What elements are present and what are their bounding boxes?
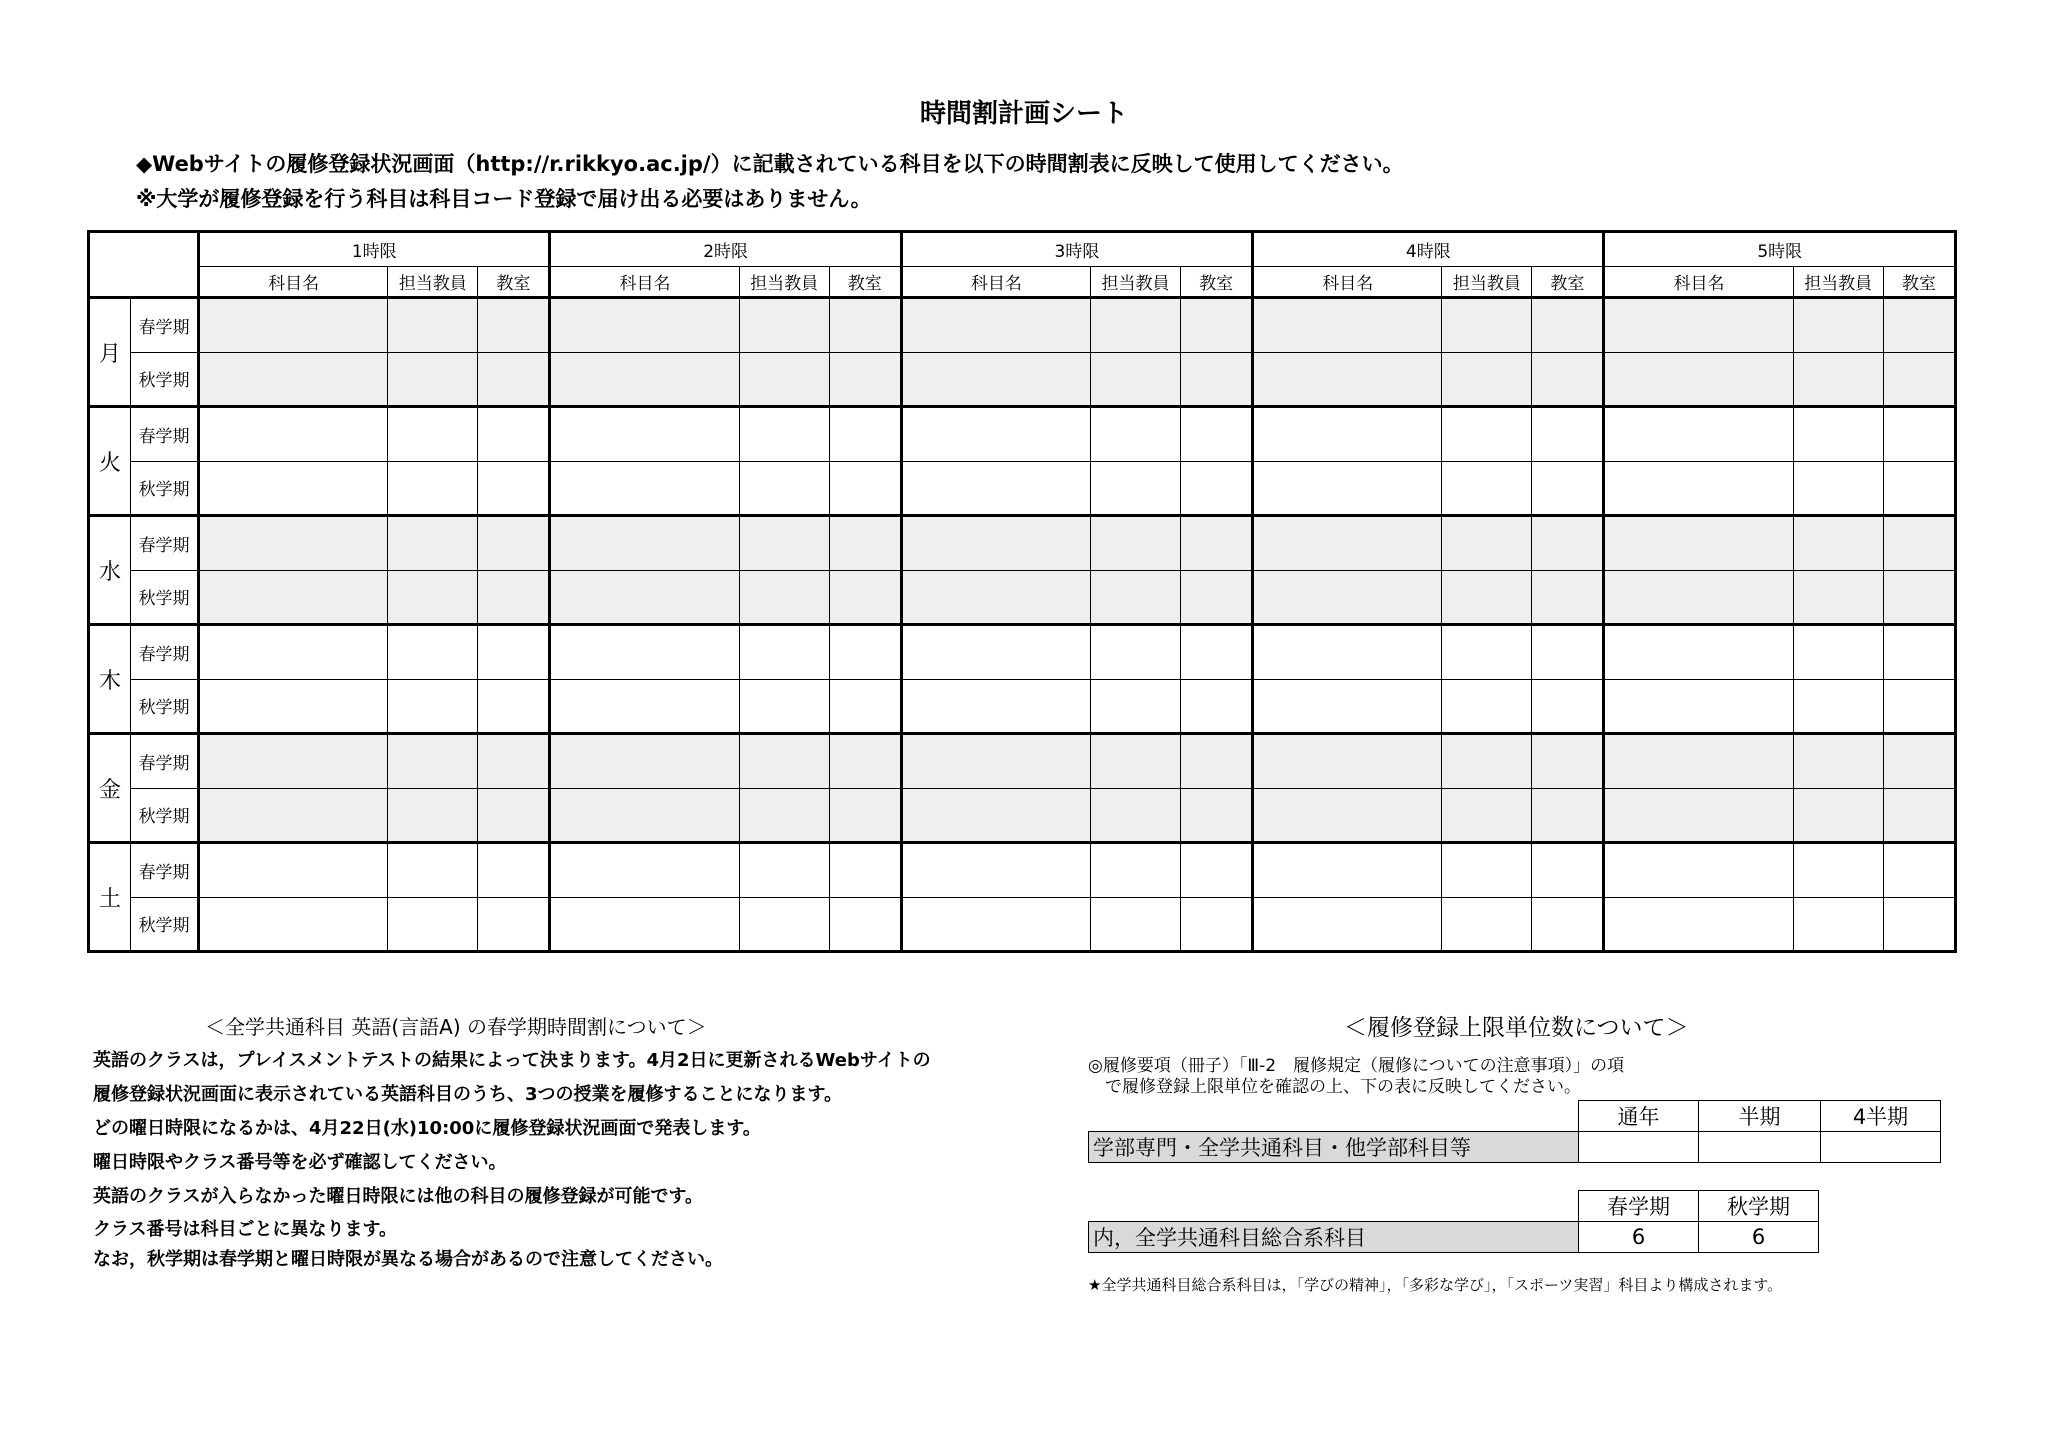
column-subheader: 科目名 [1253, 267, 1442, 298]
timetable-slot[interactable] [829, 897, 901, 952]
timetable-slot[interactable] [1604, 788, 1793, 843]
timetable-slot[interactable] [901, 679, 1090, 734]
timetable-slot[interactable] [1253, 734, 1442, 789]
english-note-line: なお，秋学期は春学期と曜日時限が異なる場合があるので注意してください。 [93, 1249, 723, 1270]
timetable-slot[interactable] [1253, 897, 1442, 952]
timetable-slot[interactable] [550, 625, 739, 680]
timetable-slot[interactable] [550, 570, 739, 625]
column-subheader: 教室 [1532, 267, 1604, 298]
timetable-slot[interactable] [739, 843, 829, 898]
timetable-slot[interactable] [829, 788, 901, 843]
credit-limit-table [1088, 1100, 1941, 1163]
timetable-slot[interactable] [1181, 352, 1253, 407]
timetable-slot[interactable] [1181, 788, 1253, 843]
timetable-slot[interactable] [901, 407, 1090, 462]
timetable-slot[interactable] [1883, 734, 1955, 789]
timetable-slot[interactable] [829, 407, 901, 462]
column-subheader: 担当教員 [739, 267, 829, 298]
column-header: 春学期 [1579, 1191, 1699, 1222]
timetable-slot[interactable] [1181, 298, 1253, 353]
timetable-slot[interactable] [1793, 407, 1883, 462]
period-header: 3時限 [901, 232, 1252, 267]
timetable-slot[interactable] [901, 298, 1090, 353]
credit-input-cell[interactable] [1699, 1132, 1821, 1163]
credit-input-cell[interactable] [1579, 1132, 1699, 1163]
timetable [87, 230, 1957, 953]
timetable-slot[interactable] [199, 897, 388, 952]
timetable-slot[interactable] [1604, 298, 1793, 353]
timetable-slot[interactable] [1090, 298, 1180, 353]
english-section-title: ＜全学共通科目 英語(言語A) の春学期時間割について＞ [205, 1015, 707, 1039]
timetable-slot[interactable] [478, 625, 550, 680]
day-label: 月 [89, 298, 131, 407]
timetable-slot[interactable] [199, 298, 388, 353]
timetable-slot[interactable] [550, 298, 739, 353]
timetable-slot[interactable] [1253, 298, 1442, 353]
timetable-slot[interactable] [1883, 461, 1955, 516]
timetable-slot[interactable] [1604, 897, 1793, 952]
timetable-slot[interactable] [1090, 897, 1180, 952]
timetable-slot[interactable] [1604, 734, 1793, 789]
page-title: 時間割計画シート [919, 99, 1128, 129]
timetable-slot[interactable] [1442, 352, 1532, 407]
timetable-slot[interactable] [199, 516, 388, 571]
blank-cell [1089, 1191, 1579, 1222]
timetable-slot[interactable] [1090, 570, 1180, 625]
corner-cell [89, 232, 199, 298]
timetable-slot[interactable] [1532, 734, 1604, 789]
timetable-slot[interactable] [1532, 897, 1604, 952]
timetable-slot[interactable] [1442, 788, 1532, 843]
timetable-slot[interactable] [1604, 461, 1793, 516]
timetable-slot[interactable] [478, 516, 550, 571]
timetable-slot[interactable] [1604, 516, 1793, 571]
timetable-slot[interactable] [1793, 843, 1883, 898]
timetable-slot[interactable] [388, 625, 478, 680]
timetable-slot[interactable] [1883, 897, 1955, 952]
timetable-slot[interactable] [1181, 625, 1253, 680]
timetable-slot[interactable] [829, 679, 901, 734]
limit-section-title: ＜履修登録上限単位数について＞ [1344, 1015, 1689, 1041]
timetable-slot[interactable] [199, 625, 388, 680]
timetable-slot[interactable] [1442, 679, 1532, 734]
period-header: 5時限 [1604, 232, 1956, 267]
timetable-slot[interactable] [1253, 461, 1442, 516]
timetable-slot[interactable] [1181, 897, 1253, 952]
term-label: 秋学期 [131, 461, 199, 516]
timetable-slot[interactable] [1883, 679, 1955, 734]
column-header: 秋学期 [1699, 1191, 1819, 1222]
timetable-slot[interactable] [1442, 843, 1532, 898]
timetable-slot[interactable] [478, 461, 550, 516]
timetable-slot[interactable] [1442, 570, 1532, 625]
timetable-slot[interactable] [901, 625, 1090, 680]
timetable-slot[interactable] [1532, 407, 1604, 462]
timetable-slot[interactable] [1090, 352, 1180, 407]
timetable-slot[interactable] [199, 352, 388, 407]
timetable-slot[interactable] [739, 788, 829, 843]
column-subheader: 教室 [829, 267, 901, 298]
timetable-slot[interactable] [1793, 516, 1883, 571]
timetable-slot[interactable] [388, 734, 478, 789]
timetable-slot[interactable] [739, 679, 829, 734]
term-label: 春学期 [131, 516, 199, 571]
day-label: 金 [89, 734, 131, 843]
english-note-line: 曜日時限やクラス番号等を必ず確認してください。 [93, 1152, 507, 1173]
timetable-slot[interactable] [829, 843, 901, 898]
timetable-slot[interactable] [1253, 352, 1442, 407]
timetable-slot[interactable] [1883, 570, 1955, 625]
timetable-slot[interactable] [550, 352, 739, 407]
day-label: 火 [89, 407, 131, 516]
timetable-slot[interactable] [739, 461, 829, 516]
timetable-slot[interactable] [739, 625, 829, 680]
timetable-slot[interactable] [1090, 625, 1180, 680]
column-header: 通年 [1579, 1101, 1699, 1132]
timetable-slot[interactable] [1604, 352, 1793, 407]
timetable-slot[interactable] [1604, 843, 1793, 898]
timetable-slot[interactable] [550, 897, 739, 952]
english-note-line: クラス番号は科目ごとに異なります。 [93, 1219, 398, 1240]
column-subheader: 科目名 [550, 267, 739, 298]
timetable-slot[interactable] [1442, 734, 1532, 789]
timetable-slot[interactable] [1253, 407, 1442, 462]
timetable-slot[interactable] [1532, 461, 1604, 516]
timetable-slot[interactable] [1793, 625, 1883, 680]
timetable-slot[interactable] [1532, 298, 1604, 353]
timetable-slot[interactable] [739, 897, 829, 952]
timetable-slot[interactable] [1883, 788, 1955, 843]
timetable-slot[interactable] [1883, 298, 1955, 353]
timetable-slot[interactable] [1090, 679, 1180, 734]
timetable-slot[interactable] [1090, 843, 1180, 898]
timetable-slot[interactable] [829, 298, 901, 353]
timetable-slot[interactable] [739, 352, 829, 407]
timetable-slot[interactable] [739, 570, 829, 625]
timetable-slot[interactable] [1253, 516, 1442, 571]
term-label: 春学期 [131, 298, 199, 353]
timetable-slot[interactable] [829, 570, 901, 625]
timetable-slot[interactable] [478, 570, 550, 625]
timetable-slot[interactable] [199, 407, 388, 462]
timetable-slot[interactable] [1253, 788, 1442, 843]
timetable-slot[interactable] [901, 461, 1090, 516]
timetable-slot[interactable] [1253, 679, 1442, 734]
column-subheader: 科目名 [901, 267, 1090, 298]
timetable-slot[interactable] [199, 461, 388, 516]
day-label: 木 [89, 625, 131, 734]
timetable-slot[interactable] [1793, 734, 1883, 789]
timetable-slot[interactable] [550, 843, 739, 898]
timetable-slot[interactable] [829, 734, 901, 789]
term-label: 春学期 [131, 625, 199, 680]
timetable-slot[interactable] [739, 734, 829, 789]
timetable-slot[interactable] [478, 897, 550, 952]
column-header: 4半期 [1821, 1101, 1941, 1132]
column-subheader: 教室 [1181, 267, 1253, 298]
timetable-slot[interactable] [901, 788, 1090, 843]
timetable-slot[interactable] [1883, 843, 1955, 898]
timetable-slot[interactable] [1604, 679, 1793, 734]
timetable-slot[interactable] [1442, 516, 1532, 571]
timetable-slot[interactable] [1532, 625, 1604, 680]
timetable-slot[interactable] [1442, 461, 1532, 516]
column-subheader: 担当教員 [1793, 267, 1883, 298]
timetable-slot[interactable] [1442, 897, 1532, 952]
timetable-slot[interactable] [1883, 407, 1955, 462]
timetable-slot[interactable] [550, 407, 739, 462]
timetable-slot[interactable] [1181, 734, 1253, 789]
timetable-slot[interactable] [1793, 679, 1883, 734]
timetable-slot[interactable] [1604, 407, 1793, 462]
timetable-slot[interactable] [1532, 516, 1604, 571]
timetable-slot[interactable] [1253, 843, 1442, 898]
limit-note-line: で履修登録上限単位を確認の上、下の表に反映してください。 [1088, 1077, 1581, 1097]
timetable-slot[interactable] [829, 461, 901, 516]
timetable-slot[interactable] [901, 734, 1090, 789]
column-subheader: 教室 [478, 267, 550, 298]
timetable-slot[interactable] [1181, 843, 1253, 898]
timetable-slot[interactable] [1253, 570, 1442, 625]
timetable-slot[interactable] [829, 516, 901, 571]
timetable-slot[interactable] [1442, 407, 1532, 462]
timetable-slot[interactable] [1181, 461, 1253, 516]
row-label: 学部専門・全学共通科目・他学部科目等 [1089, 1132, 1579, 1163]
timetable-slot[interactable] [901, 352, 1090, 407]
period-header: 1時限 [199, 232, 550, 267]
timetable-slot[interactable] [388, 407, 478, 462]
limit-note-line: ◎履修要項（冊子）「Ⅲ-2 履修規定（履修についての注意事項）」の項 [1088, 1056, 1625, 1076]
timetable-slot[interactable] [1793, 788, 1883, 843]
timetable-slot[interactable] [199, 570, 388, 625]
term-label: 秋学期 [131, 570, 199, 625]
timetable-slot[interactable] [829, 352, 901, 407]
english-note-line: 英語のクラスが入らなかった曜日時限には他の科目の履修登録が可能です。 [93, 1186, 704, 1207]
column-subheader: 科目名 [199, 267, 388, 298]
column-subheader: 担当教員 [1090, 267, 1180, 298]
day-label: 水 [89, 516, 131, 625]
timetable-slot[interactable] [388, 788, 478, 843]
timetable-slot[interactable] [388, 516, 478, 571]
timetable-slot[interactable] [478, 407, 550, 462]
timetable-slot[interactable] [901, 843, 1090, 898]
timetable-slot[interactable] [478, 298, 550, 353]
timetable-slot[interactable] [1090, 516, 1180, 571]
timetable-slot[interactable] [1883, 516, 1955, 571]
instruction-note: ※大学が履修登録を行う科目は科目コード登録で届け出る必要はありません。 [136, 187, 872, 211]
timetable-slot[interactable] [1090, 407, 1180, 462]
timetable-slot[interactable] [1532, 570, 1604, 625]
timetable-slot[interactable] [1181, 407, 1253, 462]
timetable-slot[interactable] [1532, 352, 1604, 407]
timetable-slot[interactable] [739, 516, 829, 571]
timetable-slot[interactable] [1883, 625, 1955, 680]
period-header: 4時限 [1253, 232, 1604, 267]
footnote: ★全学共通科目総合系科目は，「学びの精神」，「多彩な学び」，「スポーツ実習」科目より構成されます。 [1088, 1276, 1783, 1294]
timetable-slot[interactable] [550, 516, 739, 571]
timetable-slot[interactable] [478, 788, 550, 843]
instruction-note: ◆Webサイトの履修登録状況画面（http://r.rikkyo.ac.jp/）に記載されている科目を以下の時間割表に反映して使用してください。 [136, 152, 1404, 176]
term-label: 秋学期 [131, 679, 199, 734]
timetable-slot[interactable] [388, 679, 478, 734]
timetable-slot[interactable] [478, 843, 550, 898]
credit-value-cell: 6 [1699, 1222, 1819, 1253]
timetable-slot[interactable] [1181, 570, 1253, 625]
timetable-slot[interactable] [478, 679, 550, 734]
timetable-slot[interactable] [1793, 352, 1883, 407]
timetable-slot[interactable] [199, 843, 388, 898]
timetable-slot[interactable] [739, 407, 829, 462]
term-label: 秋学期 [131, 788, 199, 843]
timetable-slot[interactable] [1442, 625, 1532, 680]
timetable-slot[interactable] [1090, 734, 1180, 789]
credit-value-cell: 6 [1579, 1222, 1699, 1253]
english-note-line: どの曜日時限になるかは、4月22日(水)10:00に履修登録状況画面で発表します。 [93, 1118, 761, 1139]
term-label: 春学期 [131, 407, 199, 462]
timetable-slot[interactable] [1793, 461, 1883, 516]
timetable-slot[interactable] [388, 843, 478, 898]
timetable-slot[interactable] [550, 461, 739, 516]
timetable-slot[interactable] [1532, 843, 1604, 898]
term-label: 春学期 [131, 843, 199, 898]
timetable-slot[interactable] [1604, 625, 1793, 680]
column-subheader: 担当教員 [1442, 267, 1532, 298]
timetable-slot[interactable] [478, 352, 550, 407]
column-header: 半期 [1699, 1101, 1821, 1132]
timetable-slot[interactable] [1090, 788, 1180, 843]
column-subheader: 担当教員 [388, 267, 478, 298]
timetable-slot[interactable] [199, 788, 388, 843]
timetable-slot[interactable] [901, 897, 1090, 952]
timetable-slot[interactable] [388, 352, 478, 407]
term-label: 秋学期 [131, 897, 199, 952]
timetable-slot[interactable] [1793, 897, 1883, 952]
timetable-slot[interactable] [388, 897, 478, 952]
timetable-slot[interactable] [1604, 570, 1793, 625]
timetable-slot[interactable] [199, 734, 388, 789]
timetable-slot[interactable] [388, 570, 478, 625]
timetable-slot[interactable] [550, 679, 739, 734]
timetable-slot[interactable] [829, 625, 901, 680]
timetable-slot[interactable] [901, 516, 1090, 571]
timetable-slot[interactable] [199, 679, 388, 734]
timetable-slot[interactable] [1883, 352, 1955, 407]
blank-cell [1089, 1101, 1579, 1132]
english-note-line: 英語のクラスは，プレイスメントテストの結果によって決まります。4月2日に更新されるWebサイトの [93, 1050, 931, 1071]
timetable-slot[interactable] [739, 298, 829, 353]
period-header: 2時限 [550, 232, 901, 267]
column-subheader: 教室 [1883, 267, 1955, 298]
credit-input-cell[interactable] [1821, 1132, 1941, 1163]
timetable-slot[interactable] [1181, 679, 1253, 734]
general-credit-table [1088, 1190, 1819, 1253]
timetable-slot[interactable] [388, 298, 478, 353]
timetable-slot[interactable] [1442, 298, 1532, 353]
timetable-slot[interactable] [1181, 516, 1253, 571]
row-label: 内，全学共通科目総合系科目 [1089, 1222, 1579, 1253]
timetable-slot[interactable] [1253, 625, 1442, 680]
timetable-slot[interactable] [1532, 788, 1604, 843]
english-note-line: 履修登録状況画面に表示されている英語科目のうち、3つの授業を履修することになります。 [93, 1084, 843, 1105]
timetable-slot[interactable] [388, 461, 478, 516]
term-label: 秋学期 [131, 352, 199, 407]
term-label: 春学期 [131, 734, 199, 789]
timetable-slot[interactable] [550, 788, 739, 843]
timetable-slot[interactable] [1532, 679, 1604, 734]
timetable-slot[interactable] [1090, 461, 1180, 516]
timetable-slot[interactable] [901, 570, 1090, 625]
timetable-slot[interactable] [1793, 298, 1883, 353]
timetable-slot[interactable] [1793, 570, 1883, 625]
timetable-slot[interactable] [478, 734, 550, 789]
day-label: 土 [89, 843, 131, 952]
timetable-slot[interactable] [550, 734, 739, 789]
column-subheader: 科目名 [1604, 267, 1793, 298]
